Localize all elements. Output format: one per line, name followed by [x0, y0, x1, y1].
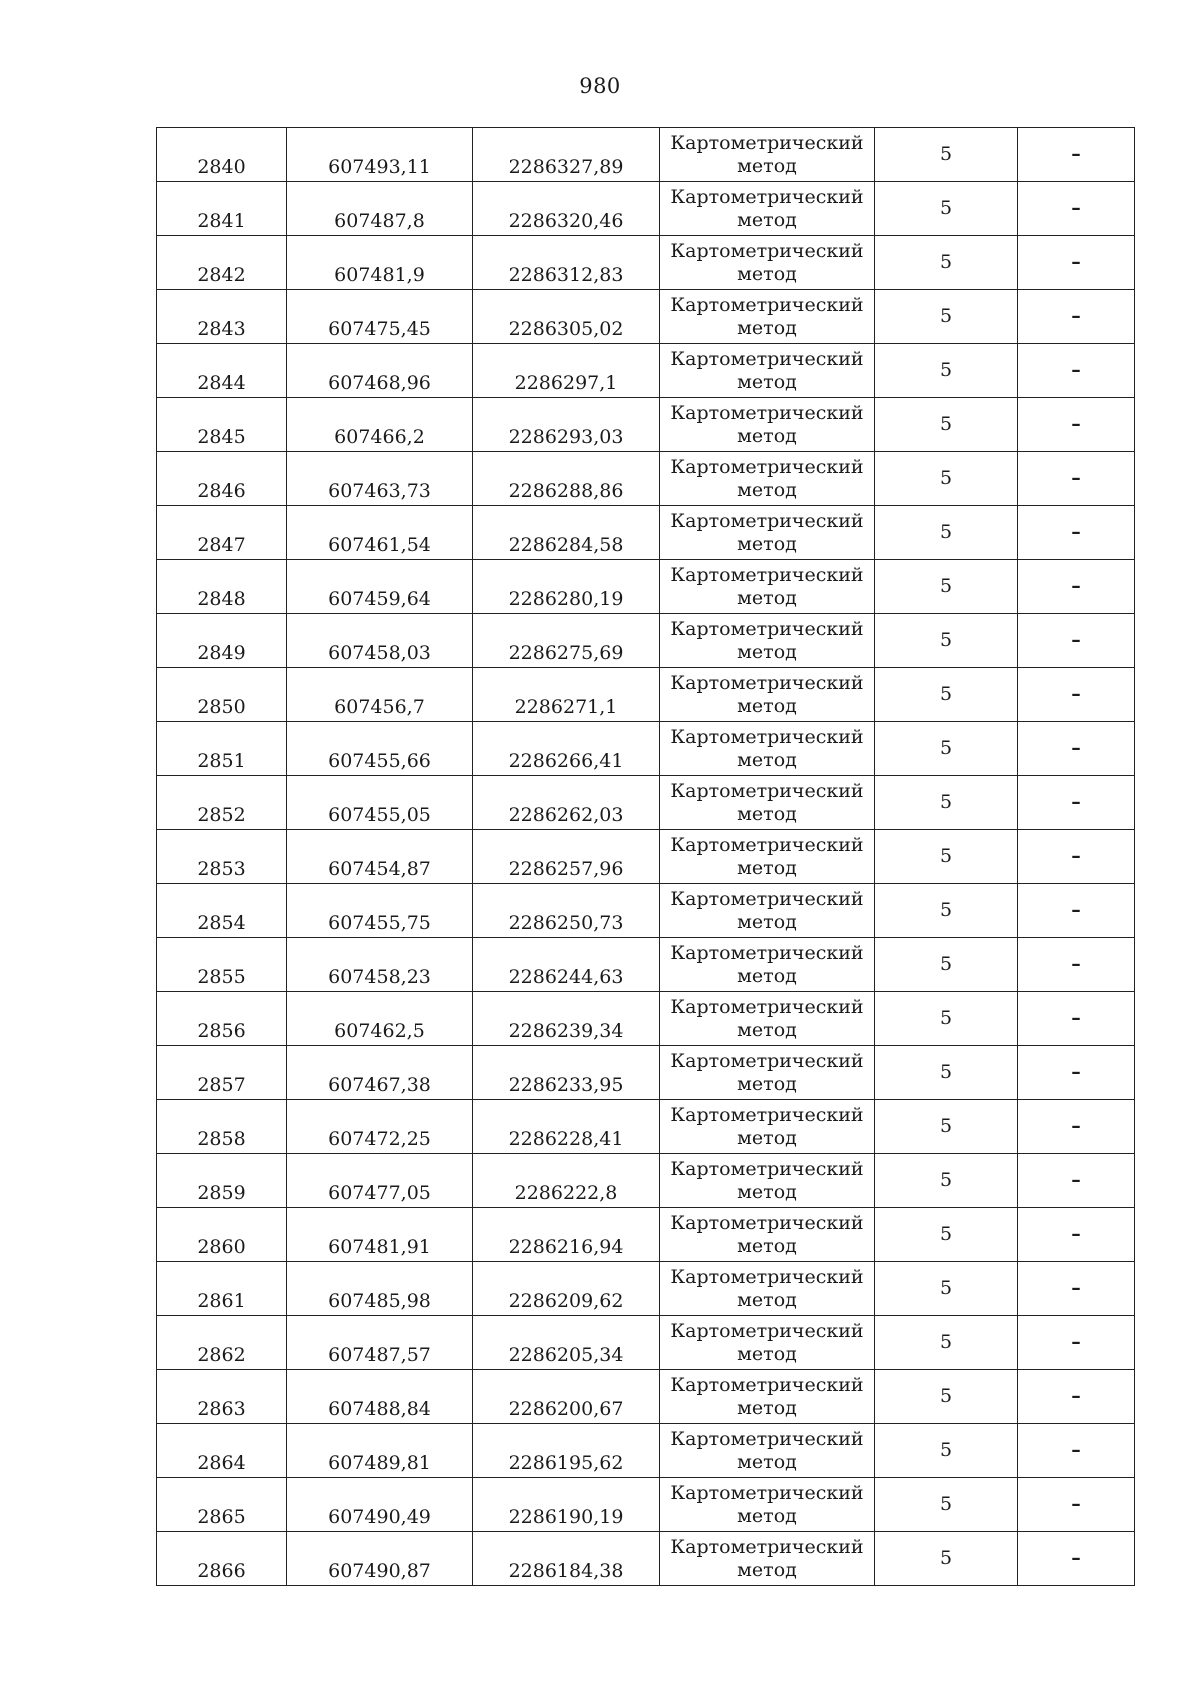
accuracy-cell: 5: [875, 506, 1018, 560]
x-coordinate-cell: 607490,49: [287, 1478, 473, 1532]
method-line-2: метод: [737, 208, 797, 231]
point-number-cell: 2863: [157, 1370, 287, 1424]
method-cell: [660, 938, 875, 992]
y-coordinate-cell: 2286284,58: [473, 506, 660, 560]
point-number-cell: 2864: [157, 1424, 287, 1478]
point-number-cell: 2851: [157, 722, 287, 776]
table-row: [157, 1046, 1135, 1100]
table-row: [157, 1154, 1135, 1208]
table-row: [157, 884, 1135, 938]
method-cell: [660, 128, 875, 182]
method-line-1: Картометрический: [670, 725, 864, 748]
method-cell: [660, 1208, 875, 1262]
accuracy-cell: 5: [875, 344, 1018, 398]
method-line-1: Картометрический: [670, 1211, 864, 1234]
accuracy-cell: 5: [875, 128, 1018, 182]
note-cell: –: [1018, 776, 1135, 830]
point-number-cell: 2848: [157, 560, 287, 614]
point-number-cell: 2849: [157, 614, 287, 668]
point-number-cell: 2850: [157, 668, 287, 722]
point-number-cell: 2846: [157, 452, 287, 506]
table-row: [157, 1208, 1135, 1262]
accuracy-cell: 5: [875, 398, 1018, 452]
y-coordinate-cell: 2286288,86: [473, 452, 660, 506]
method-line-2: метод: [737, 640, 797, 663]
accuracy-cell: 5: [875, 1208, 1018, 1262]
accuracy-cell: 5: [875, 452, 1018, 506]
table-row: [157, 236, 1135, 290]
table-row: [157, 830, 1135, 884]
method-cell: [660, 1154, 875, 1208]
method-cell: [660, 452, 875, 506]
x-coordinate-cell: 607458,03: [287, 614, 473, 668]
point-number-cell: 2845: [157, 398, 287, 452]
method-cell: [660, 776, 875, 830]
method-line-2: метод: [737, 370, 797, 393]
note-cell: –: [1018, 1262, 1135, 1316]
table-row: [157, 614, 1135, 668]
accuracy-cell: 5: [875, 992, 1018, 1046]
method-line-1: Картометрический: [670, 131, 864, 154]
x-coordinate-cell: 607472,25: [287, 1100, 473, 1154]
note-cell: –: [1018, 1154, 1135, 1208]
note-cell: –: [1018, 506, 1135, 560]
table-row: [157, 1100, 1135, 1154]
point-number-cell: 2841: [157, 182, 287, 236]
accuracy-cell: 5: [875, 884, 1018, 938]
table-row: [157, 1370, 1135, 1424]
method-line-2: метод: [737, 1072, 797, 1095]
table-body: [157, 128, 1135, 1586]
y-coordinate-cell: 2286327,89: [473, 128, 660, 182]
note-cell: –: [1018, 1424, 1135, 1478]
accuracy-cell: 5: [875, 668, 1018, 722]
y-coordinate-cell: 2286275,69: [473, 614, 660, 668]
y-coordinate-cell: 2286200,67: [473, 1370, 660, 1424]
method-line-1: Картометрический: [670, 509, 864, 532]
accuracy-cell: 5: [875, 830, 1018, 884]
point-number-cell: 2855: [157, 938, 287, 992]
y-coordinate-cell: 2286250,73: [473, 884, 660, 938]
method-line-2: метод: [737, 910, 797, 933]
x-coordinate-cell: 607490,87: [287, 1532, 473, 1586]
method-line-2: метод: [737, 802, 797, 825]
method-line-1: Картометрический: [670, 617, 864, 640]
x-coordinate-cell: 607489,81: [287, 1424, 473, 1478]
accuracy-cell: 5: [875, 1478, 1018, 1532]
method-cell: [660, 560, 875, 614]
table-row: [157, 290, 1135, 344]
note-cell: –: [1018, 1478, 1135, 1532]
y-coordinate-cell: 2286271,1: [473, 668, 660, 722]
x-coordinate-cell: 607475,45: [287, 290, 473, 344]
method-cell: [660, 1046, 875, 1100]
method-line-1: Картометрический: [670, 239, 864, 262]
note-cell: –: [1018, 398, 1135, 452]
method-line-1: Картометрический: [670, 995, 864, 1018]
x-coordinate-cell: 607454,87: [287, 830, 473, 884]
method-cell: [660, 614, 875, 668]
method-cell: [660, 344, 875, 398]
x-coordinate-cell: 607466,2: [287, 398, 473, 452]
note-cell: –: [1018, 290, 1135, 344]
method-cell: [660, 1100, 875, 1154]
y-coordinate-cell: 2286297,1: [473, 344, 660, 398]
point-number-cell: 2861: [157, 1262, 287, 1316]
method-line-2: метод: [737, 748, 797, 771]
method-cell: [660, 1316, 875, 1370]
method-cell: [660, 182, 875, 236]
table-row: [157, 344, 1135, 398]
note-cell: –: [1018, 560, 1135, 614]
table-row: [157, 776, 1135, 830]
method-line-1: Картометрический: [670, 563, 864, 586]
method-cell: [660, 830, 875, 884]
note-cell: –: [1018, 128, 1135, 182]
point-number-cell: 2860: [157, 1208, 287, 1262]
note-cell: –: [1018, 884, 1135, 938]
point-number-cell: 2859: [157, 1154, 287, 1208]
method-line-1: Картометрический: [670, 1427, 864, 1450]
method-cell: [660, 1532, 875, 1586]
method-line-1: Картометрический: [670, 887, 864, 910]
y-coordinate-cell: 2286190,19: [473, 1478, 660, 1532]
method-line-2: метод: [737, 1450, 797, 1473]
note-cell: –: [1018, 938, 1135, 992]
table-row: [157, 452, 1135, 506]
x-coordinate-cell: 607481,91: [287, 1208, 473, 1262]
table-row: [157, 1478, 1135, 1532]
x-coordinate-cell: 607458,23: [287, 938, 473, 992]
y-coordinate-cell: 2286216,94: [473, 1208, 660, 1262]
note-cell: –: [1018, 668, 1135, 722]
point-number-cell: 2858: [157, 1100, 287, 1154]
note-cell: –: [1018, 236, 1135, 290]
method-line-2: метод: [737, 532, 797, 555]
x-coordinate-cell: 607488,84: [287, 1370, 473, 1424]
method-line-1: Картометрический: [670, 293, 864, 316]
accuracy-cell: 5: [875, 236, 1018, 290]
method-cell: [660, 290, 875, 344]
method-line-1: Картометрический: [670, 779, 864, 802]
point-number-cell: 2840: [157, 128, 287, 182]
method-cell: [660, 668, 875, 722]
method-line-2: метод: [737, 1396, 797, 1419]
method-line-1: Картометрический: [670, 941, 864, 964]
point-number-cell: 2856: [157, 992, 287, 1046]
note-cell: –: [1018, 1532, 1135, 1586]
y-coordinate-cell: 2286205,34: [473, 1316, 660, 1370]
method-cell: [660, 884, 875, 938]
point-number-cell: 2842: [157, 236, 287, 290]
y-coordinate-cell: 2286293,03: [473, 398, 660, 452]
y-coordinate-cell: 2286244,63: [473, 938, 660, 992]
method-line-2: метод: [737, 1558, 797, 1581]
table-row: [157, 398, 1135, 452]
note-cell: –: [1018, 182, 1135, 236]
method-line-1: Картометрический: [670, 185, 864, 208]
accuracy-cell: 5: [875, 560, 1018, 614]
table-row: [157, 182, 1135, 236]
method-line-1: Картометрический: [670, 1049, 864, 1072]
method-line-1: Картометрический: [670, 1373, 864, 1396]
method-line-1: Картометрический: [670, 1319, 864, 1342]
accuracy-cell: 5: [875, 290, 1018, 344]
method-cell: [660, 992, 875, 1046]
table-row: [157, 1532, 1135, 1586]
method-cell: [660, 1478, 875, 1532]
method-cell: [660, 1370, 875, 1424]
table-row: [157, 128, 1135, 182]
table-row: [157, 1262, 1135, 1316]
table-row: [157, 506, 1135, 560]
note-cell: –: [1018, 1316, 1135, 1370]
table-row: [157, 938, 1135, 992]
method-line-2: метод: [737, 1288, 797, 1311]
method-line-1: Картометрический: [670, 1265, 864, 1288]
note-cell: –: [1018, 1046, 1135, 1100]
point-number-cell: 2862: [157, 1316, 287, 1370]
y-coordinate-cell: 2286312,83: [473, 236, 660, 290]
y-coordinate-cell: 2286239,34: [473, 992, 660, 1046]
x-coordinate-cell: 607456,7: [287, 668, 473, 722]
x-coordinate-cell: 607455,66: [287, 722, 473, 776]
accuracy-cell: 5: [875, 938, 1018, 992]
accuracy-cell: 5: [875, 182, 1018, 236]
method-line-1: Картометрический: [670, 455, 864, 478]
accuracy-cell: 5: [875, 1262, 1018, 1316]
method-line-2: метод: [737, 424, 797, 447]
method-line-2: метод: [737, 694, 797, 717]
y-coordinate-cell: 2286280,19: [473, 560, 660, 614]
note-cell: –: [1018, 830, 1135, 884]
point-number-cell: 2865: [157, 1478, 287, 1532]
x-coordinate-cell: 607468,96: [287, 344, 473, 398]
method-line-2: метод: [737, 1234, 797, 1257]
x-coordinate-cell: 607455,75: [287, 884, 473, 938]
y-coordinate-cell: 2286305,02: [473, 290, 660, 344]
note-cell: –: [1018, 1208, 1135, 1262]
point-number-cell: 2853: [157, 830, 287, 884]
x-coordinate-cell: 607455,05: [287, 776, 473, 830]
x-coordinate-cell: 607481,9: [287, 236, 473, 290]
x-coordinate-cell: 607459,64: [287, 560, 473, 614]
table-row: [157, 668, 1135, 722]
accuracy-cell: 5: [875, 1154, 1018, 1208]
method-line-1: Картометрический: [670, 1481, 864, 1504]
method-line-2: метод: [737, 478, 797, 501]
table-row: [157, 1424, 1135, 1478]
accuracy-cell: 5: [875, 722, 1018, 776]
method-line-1: Картометрический: [670, 671, 864, 694]
method-cell: [660, 398, 875, 452]
method-line-1: Картометрический: [670, 1103, 864, 1126]
x-coordinate-cell: 607461,54: [287, 506, 473, 560]
y-coordinate-cell: 2286262,03: [473, 776, 660, 830]
method-cell: [660, 1262, 875, 1316]
method-line-2: метод: [737, 1126, 797, 1149]
y-coordinate-cell: 2286266,41: [473, 722, 660, 776]
point-number-cell: 2854: [157, 884, 287, 938]
y-coordinate-cell: 2286257,96: [473, 830, 660, 884]
y-coordinate-cell: 2286209,62: [473, 1262, 660, 1316]
method-line-1: Картометрический: [670, 1157, 864, 1180]
point-number-cell: 2844: [157, 344, 287, 398]
point-number-cell: 2866: [157, 1532, 287, 1586]
method-line-2: метод: [737, 316, 797, 339]
y-coordinate-cell: 2286195,62: [473, 1424, 660, 1478]
note-cell: –: [1018, 452, 1135, 506]
accuracy-cell: 5: [875, 1316, 1018, 1370]
x-coordinate-cell: 607487,8: [287, 182, 473, 236]
x-coordinate-cell: 607477,05: [287, 1154, 473, 1208]
note-cell: –: [1018, 344, 1135, 398]
y-coordinate-cell: 2286184,38: [473, 1532, 660, 1586]
table-row: [157, 1316, 1135, 1370]
accuracy-cell: 5: [875, 1046, 1018, 1100]
accuracy-cell: 5: [875, 1532, 1018, 1586]
table-row: [157, 722, 1135, 776]
page-number: 980: [579, 74, 621, 98]
note-cell: –: [1018, 992, 1135, 1046]
point-number-cell: 2857: [157, 1046, 287, 1100]
accuracy-cell: 5: [875, 1424, 1018, 1478]
y-coordinate-cell: 2286222,8: [473, 1154, 660, 1208]
method-cell: [660, 722, 875, 776]
point-number-cell: 2847: [157, 506, 287, 560]
method-line-2: метод: [737, 586, 797, 609]
method-line-2: метод: [737, 1180, 797, 1203]
method-line-2: метод: [737, 964, 797, 987]
x-coordinate-cell: 607462,5: [287, 992, 473, 1046]
method-line-1: Картометрический: [670, 1535, 864, 1558]
method-cell: [660, 1424, 875, 1478]
method-line-2: метод: [737, 262, 797, 285]
y-coordinate-cell: 2286233,95: [473, 1046, 660, 1100]
x-coordinate-cell: 607493,11: [287, 128, 473, 182]
method-cell: [660, 236, 875, 290]
point-number-cell: 2843: [157, 290, 287, 344]
accuracy-cell: 5: [875, 776, 1018, 830]
accuracy-cell: 5: [875, 1100, 1018, 1154]
method-line-1: Картометрический: [670, 347, 864, 370]
method-line-2: метод: [737, 154, 797, 177]
coordinates-table: [156, 127, 1135, 1586]
method-line-2: метод: [737, 1342, 797, 1365]
note-cell: –: [1018, 614, 1135, 668]
accuracy-cell: 5: [875, 1370, 1018, 1424]
note-cell: –: [1018, 1370, 1135, 1424]
y-coordinate-cell: 2286228,41: [473, 1100, 660, 1154]
method-line-1: Картометрический: [670, 401, 864, 424]
x-coordinate-cell: 607485,98: [287, 1262, 473, 1316]
method-line-1: Картометрический: [670, 833, 864, 856]
accuracy-cell: 5: [875, 614, 1018, 668]
table-row: [157, 560, 1135, 614]
note-cell: –: [1018, 722, 1135, 776]
method-line-2: метод: [737, 856, 797, 879]
x-coordinate-cell: 607467,38: [287, 1046, 473, 1100]
table-row: [157, 992, 1135, 1046]
note-cell: –: [1018, 1100, 1135, 1154]
method-line-2: метод: [737, 1504, 797, 1527]
x-coordinate-cell: 607487,57: [287, 1316, 473, 1370]
point-number-cell: 2852: [157, 776, 287, 830]
method-line-2: метод: [737, 1018, 797, 1041]
y-coordinate-cell: 2286320,46: [473, 182, 660, 236]
x-coordinate-cell: 607463,73: [287, 452, 473, 506]
method-cell: [660, 506, 875, 560]
